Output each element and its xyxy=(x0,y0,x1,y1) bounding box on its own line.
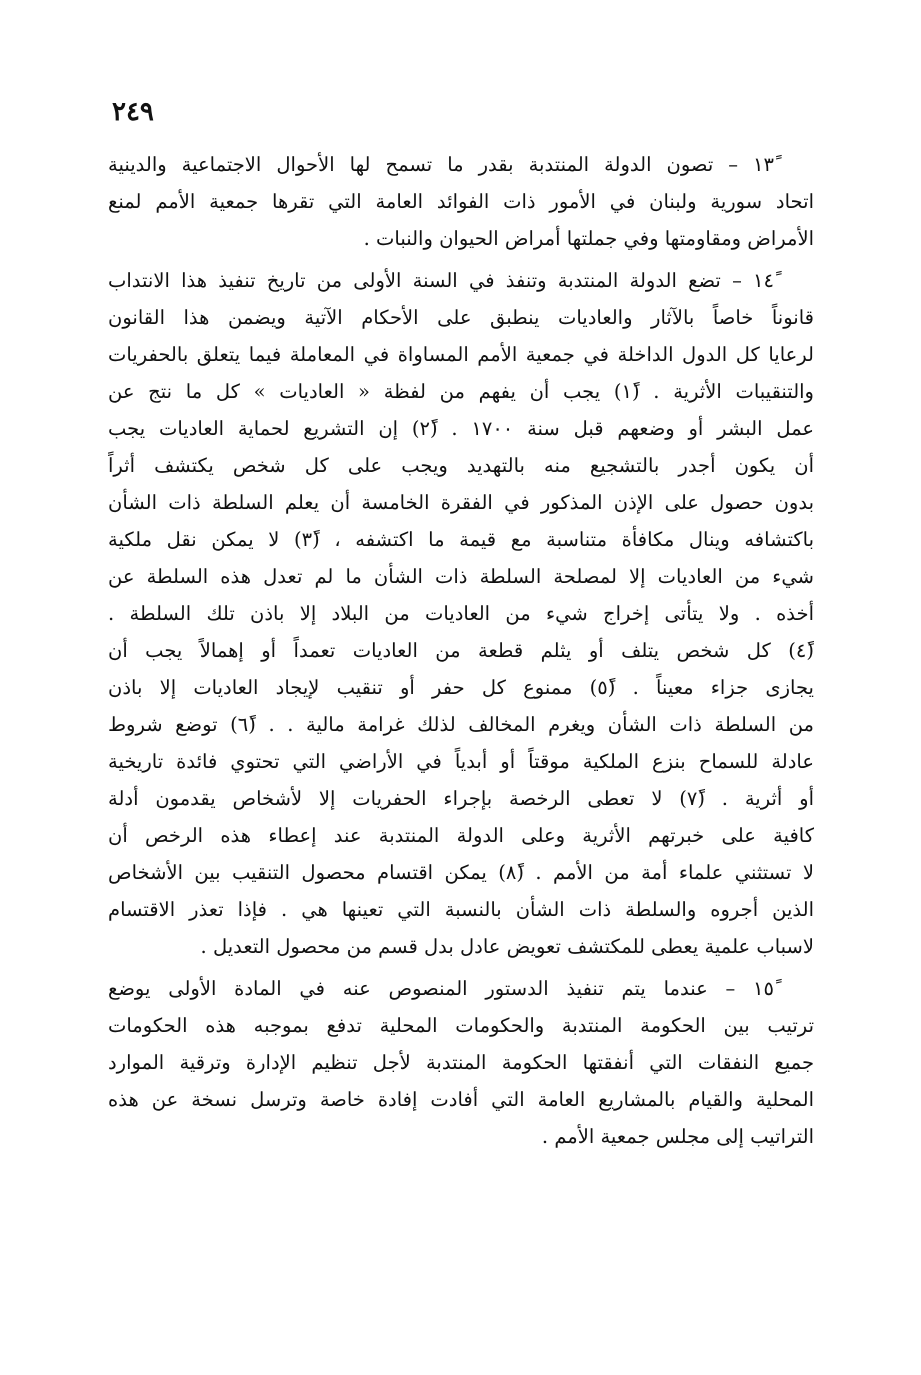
text-line: ١٣ً – تصون الدولة المنتدبة بقدر ما تسمح لها الأحوال الاجتماعية والدينية xyxy=(108,153,774,176)
text-line: باكتشافه وينال مكافأة متناسبة مع قيمة ما اكتشفه ، (٣ً) لا يمكن نقل ملكية xyxy=(108,528,814,551)
text-line: قانوناً خاصاً بالآثار والعاديات ينطبق على الأحكام الآتية ويضمن هذا القانون xyxy=(108,306,814,329)
text-line: التراتيب إلى مجلس جمعية الأمم . xyxy=(541,1125,814,1148)
text-line: اتحاد سورية ولبنان في الأمور ذات الفوائد العامة التي تقرها جمعية الأمم لمنع xyxy=(108,190,814,213)
text-line: كافية على خبرتهم الأثرية وعلى الدولة المنتدبة عند إعطاء هذه الرخص أن xyxy=(108,824,814,847)
text-line: يجازى جزاء معيناً . (٥ً) ممنوع كل حفر أو تنقيب لإيجاد العاديات إلا باذن xyxy=(108,676,814,699)
text-line: أن يكون أجدر بالتشجيع منه بالتهديد ويجب على كل شخص يكتشف أثراً xyxy=(108,454,814,477)
text-line: الأمراض ومقاومتها وفي جملتها أمراض الحيوان والنبات . xyxy=(363,227,814,250)
text-line: أخذه . ولا يتأتى إخراج شيء من العاديات من البلاد إلا باذن تلك السلطة . xyxy=(108,602,814,625)
text-line: (٤ً) كل شخص يتلف أو يثلم قطعة من العاديات تعمداً أو إهمالاً يجب أن xyxy=(108,639,814,662)
paragraph-article-13 xyxy=(108,146,814,257)
text-line: لا تستثني علماء أمة من الأمم . (٨ً) يمكن اقتسام محصول التنقيب بين الأشخاص xyxy=(108,861,814,884)
text-line: جميع النفقات التي أنفقتها الحكومة المنتدبة لأجل تنظيم الإدارة وترقية الموارد xyxy=(108,1051,814,1074)
text-line: والتنقيبات الأثرية . (١ً) يجب أن يفهم من لفظة « العاديات » كل ما نتج عن xyxy=(108,380,814,403)
text-line: ١٤ً – تضع الدولة المنتدبة وتنفذ في السنة الأولى من تاريخ تنفيذ هذا الانتداب xyxy=(108,269,774,292)
text-line: الذين أجروه والسلطة ذات الشأن بالنسبة التي تعينها هي . فإذا تعذر الاقتسام xyxy=(108,898,814,921)
text-line: ترتيب بين الحكومة المنتدبة والحكومات المحلية تدفع بموجبه هذه الحكومات xyxy=(108,1014,814,1037)
text-line: ١٥ً – عندما يتم تنفيذ الدستور المنصوص عنه في المادة الأولى يوضع xyxy=(108,977,774,1000)
text-line: لاسباب علمية يعطى للمكتشف تعويض عادل بدل قسم من محصول التعديل . xyxy=(200,935,814,958)
text-line: من السلطة ذات الشأن ويغرم المخالف لذلك غرامة مالية . . (٦ً) توضع شروط xyxy=(108,713,814,736)
page-body xyxy=(108,146,814,1155)
text-line: شيء من العاديات إلا لمصلحة السلطة ذات الشأن ما لم تعدل هذه السلطة عن xyxy=(108,565,814,588)
text-line: عمل البشر أو وضعهم قبل سنة ١٧٠٠ . (٢ً) إن التشريع لحماية العاديات يجب xyxy=(108,417,814,440)
paragraph-article-15 xyxy=(108,970,814,1155)
page-number: ٢٤٩ xyxy=(112,97,154,127)
text-line: المحلية والقيام بالمشاريع العامة التي أفادت إفادة خاصة وترسل نسخة عن هذه xyxy=(108,1088,814,1111)
paragraph-article-14 xyxy=(108,262,814,965)
text-line: أو أثرية . (٧ً) لا تعطى الرخصة بإجراء الحفريات إلا لأشخاص يقدمون أدلة xyxy=(108,787,814,810)
text-line: عادلة للسماح بنزع الملكية موقتاً أو أبدياً في الأراضي التي تحتوي فائدة تاريخية xyxy=(108,750,814,773)
text-line: لرعايا كل الدول الداخلة في جمعية الأمم المساواة في المعاملة فيما يتعلق بالحفريات xyxy=(108,343,814,366)
text-line: بدون حصول على الإذن المذكور في الفقرة الخامسة أن يعلم السلطة ذات الشأن xyxy=(108,491,814,514)
